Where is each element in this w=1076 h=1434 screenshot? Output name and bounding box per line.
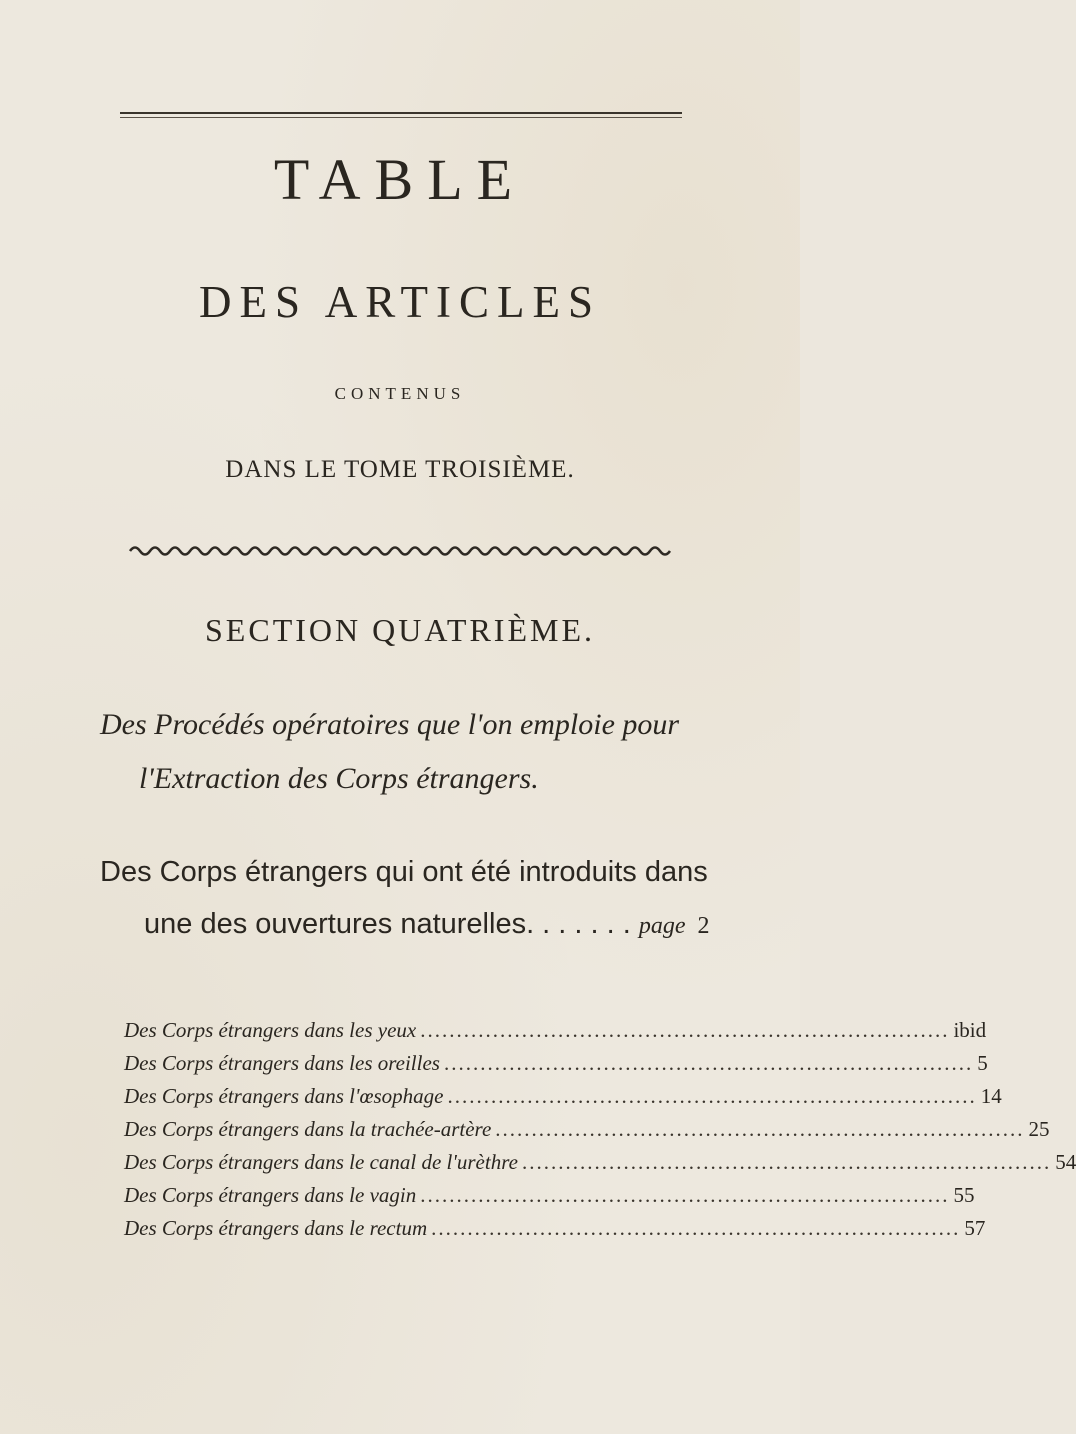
list-item	[124, 1183, 975, 1216]
entry-label: Des Corps étrangers dans l'œsophage	[124, 1084, 444, 1108]
entry-page: 55	[953, 1183, 975, 1207]
list-item	[124, 1150, 1076, 1183]
intro-line-2-wrapper	[100, 898, 750, 952]
contenus-heading: CONTENUS	[334, 384, 466, 403]
tome-heading: DANS LE TOME TROISIÈME.	[225, 456, 575, 483]
intro-line-2: une des ouvertures naturelles. . . . . . .	[144, 908, 631, 940]
list-item	[124, 1084, 1002, 1117]
list-item	[124, 1018, 987, 1051]
entries-list	[124, 1018, 1076, 1249]
intro-page-label: page	[638, 913, 686, 939]
leader-dots: .........................................................................	[431, 1216, 961, 1240]
leader-dots: .........................................................................	[495, 1117, 1025, 1141]
entry-label: Des Corps étrangers dans le rectum	[124, 1216, 428, 1240]
subtitle-line-1: Des Procédés opératoires que l'on emploie pour	[100, 708, 680, 741]
entry-label: Des Corps étrangers dans le vagin	[124, 1183, 417, 1207]
list-item	[124, 1216, 986, 1249]
intro-line-1: Des Corps étrangers qui ont été introduits dans	[100, 856, 708, 888]
leader-dots: .........................................................................	[447, 1084, 977, 1108]
table-heading: TABLE	[273, 147, 527, 212]
intro-page-number: 2	[697, 913, 710, 939]
entry-label: Des Corps étrangers dans le canal de l'urèthre	[124, 1150, 518, 1174]
articles-heading: DES ARTICLES	[198, 277, 602, 327]
entry-page: ibid	[953, 1018, 987, 1042]
entry-page: 5	[977, 1051, 988, 1075]
leader-dots: .........................................................................	[443, 1051, 974, 1075]
list-item	[124, 1117, 1050, 1150]
entry-page: 57	[964, 1216, 986, 1240]
entry-page: 14	[980, 1084, 1002, 1108]
leader-dots: .........................................................................	[420, 1018, 950, 1042]
subtitle-line-2: l'Extraction des Corps étrangers.	[139, 762, 539, 795]
leader-dots: .........................................................................	[521, 1150, 1052, 1174]
ornamental-divider	[130, 542, 670, 556]
section-title: SECTION QUATRIÈME.	[205, 612, 595, 648]
entry-label: Des Corps étrangers dans la trachée-artère	[124, 1117, 492, 1141]
leader-dots: .........................................................................	[420, 1183, 950, 1207]
entry-label: Des Corps étrangers dans les oreilles	[124, 1051, 440, 1075]
entry-label: Des Corps étrangers dans les yeux	[124, 1018, 417, 1042]
top-double-rule	[120, 112, 682, 118]
intro-entry	[100, 846, 750, 952]
list-item	[124, 1051, 988, 1084]
section-subtitle	[100, 698, 750, 806]
entry-page: 54	[1055, 1150, 1076, 1174]
entry-page: 25	[1028, 1117, 1050, 1141]
